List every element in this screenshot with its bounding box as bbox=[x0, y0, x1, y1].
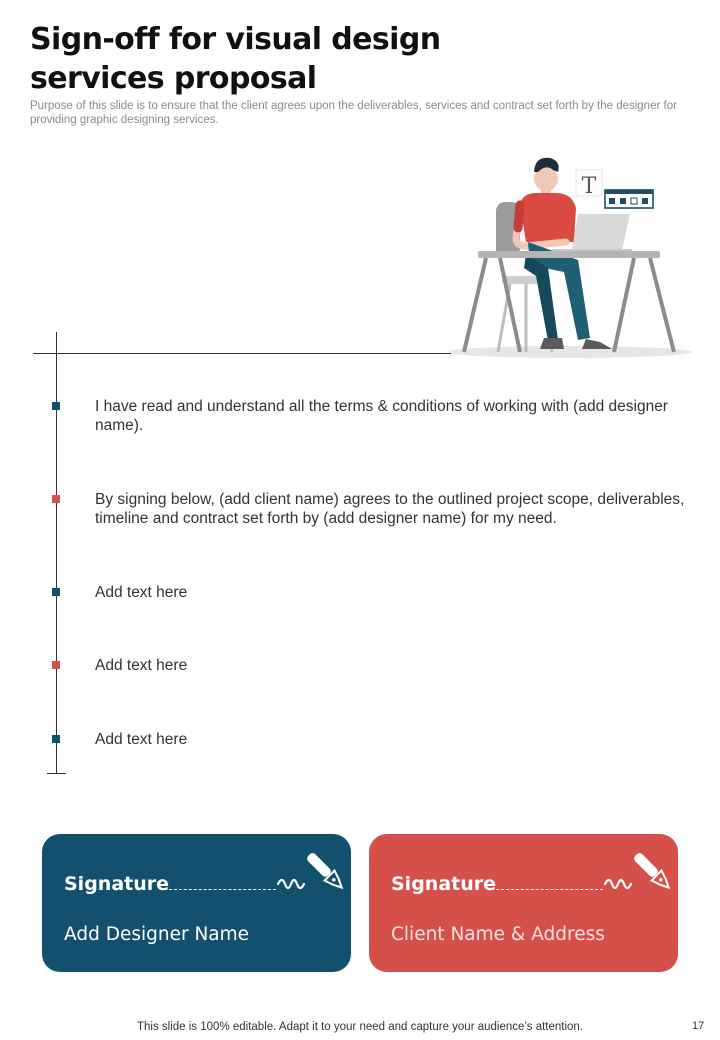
signature-line bbox=[491, 889, 603, 890]
footer-note: This slide is 100% editable. Adapt it to your need and capture your audience’s attention. bbox=[136, 1021, 584, 1033]
list-item: I have read and understand all the terms & conditions of working with (add designer name). bbox=[95, 398, 668, 434]
page-number: 17 bbox=[692, 1020, 705, 1032]
designer-signature-card[interactable] bbox=[42, 834, 351, 972]
page-subtitle: Purpose of this slide is to ensure that the client agrees upon the deliverables, services and contract set forth by the designer for providing graphic designing services. bbox=[30, 100, 677, 126]
designer-name: Add Designer Name bbox=[64, 924, 250, 945]
text-tool-glyph: T bbox=[581, 174, 597, 199]
list-item: Add text here bbox=[95, 731, 188, 748]
person-at-desk-laptop-illustration bbox=[440, 150, 700, 365]
fountain-pen-icon bbox=[601, 850, 671, 896]
fountain-pen-icon bbox=[274, 850, 344, 896]
client-name: Client Name & Address bbox=[391, 924, 605, 945]
list-item: Add text here bbox=[95, 657, 188, 674]
horizontal-divider bbox=[33, 353, 451, 354]
timeline-line bbox=[56, 332, 57, 774]
list-bullet bbox=[52, 661, 60, 669]
list-bullet bbox=[52, 735, 60, 743]
signature-line bbox=[164, 889, 276, 890]
list-item: Add text here bbox=[95, 584, 188, 601]
signature-label: Signature bbox=[64, 873, 170, 895]
timeline-base bbox=[47, 773, 66, 774]
page-title: Sign-off for visual design services proposal bbox=[30, 22, 441, 96]
list-bullet bbox=[52, 495, 60, 503]
client-signature-card[interactable] bbox=[369, 834, 678, 972]
list-bullet bbox=[52, 402, 60, 410]
list-item: By signing below, (add client name) agrees to the outlined project scope, deliverables, timeline and contract set forth by (add designer name) for my need. bbox=[95, 491, 685, 527]
signature-label: Signature bbox=[391, 873, 497, 895]
list-bullet bbox=[52, 588, 60, 596]
